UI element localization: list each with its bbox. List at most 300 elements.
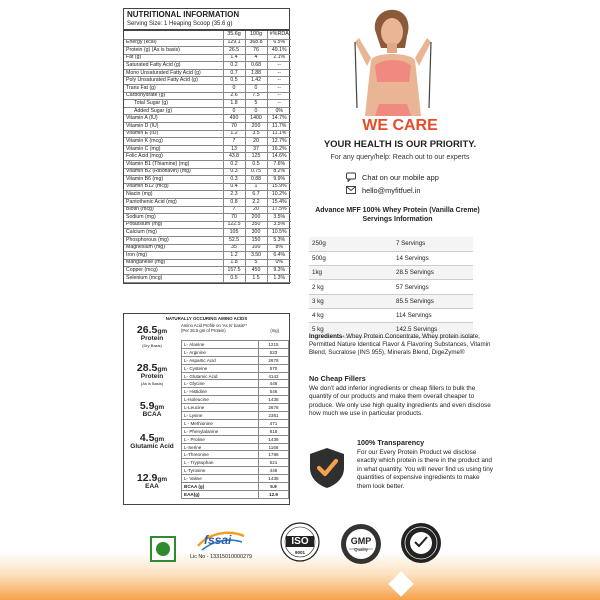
nutrition-value: 10.5% [267, 229, 291, 237]
nutrition-value: 7 [223, 138, 245, 146]
nutrition-value: 20 [245, 206, 267, 214]
amino-value: 2678 [259, 356, 289, 364]
transparency-title: 100% Transparency [357, 438, 425, 447]
nutrition-label: Copper (mcg) [124, 267, 223, 275]
amino-value: 1438 [259, 475, 289, 483]
amino-total-name: EAA(g) [182, 490, 259, 498]
nutrition-value: 6.4% [267, 252, 291, 260]
highlight-number: 4.5 [139, 432, 155, 444]
nutrition-value: 7 [223, 206, 245, 214]
nutrition-value: 0.68 [245, 62, 267, 70]
amino-highlight [126, 400, 178, 419]
amino-value: 1438 [259, 396, 289, 404]
ingredients-text: Whey Protein Concentrate, Whey protein isolate, Permitted Nature Identical Flavor & Flavoring Substances, Vitamin Blend, Sucralose (INS 955), Minerals Blend, DigeZyme® [309, 333, 491, 357]
amino-total-row [182, 490, 289, 498]
servings-count: 142.5 Servings [393, 323, 473, 337]
nutrition-label: Magnesium (mg) [124, 244, 223, 252]
nutrition-value: 3.5% [267, 221, 291, 229]
highlight-label: Protein [140, 335, 164, 342]
servings-title-line1: Advance MFF 100% Whey Protein (Vanilla Creme) [315, 207, 480, 214]
nutrition-value: 1.5 [245, 274, 267, 282]
amino-name: L- Aspartic Acid [182, 356, 259, 364]
nutrition-value: 300 [245, 229, 267, 237]
amino-name: L-Serine [182, 443, 259, 451]
nutrition-value: -- [267, 62, 291, 70]
fssai-logo [196, 528, 256, 557]
nutrition-value: 6.7 [245, 191, 267, 199]
nutrition-value: 2.2 [245, 198, 267, 206]
amino-table [181, 340, 289, 499]
amino-name: L-Isoleucine [182, 396, 259, 404]
nutrition-value: 70 [223, 214, 245, 222]
highlight-label: Glutamic Acid [130, 443, 174, 450]
nutrition-label: Protein (g) (As is basis) [124, 47, 223, 55]
nutrition-value: 1.42 [245, 77, 267, 85]
nutrition-value: 35 [223, 244, 245, 252]
nutrition-header-cell: 35.6g [223, 31, 245, 39]
athlete-image [345, 8, 440, 116]
nutrition-label: Vitamin D (IU) [124, 123, 223, 131]
nutrition-value: 1.2 [223, 252, 245, 260]
nutrition-row [124, 206, 291, 214]
nutrition-row [124, 168, 291, 176]
nutrition-label: Manganese (mg) [124, 259, 223, 267]
nutrition-value: 0.4 [223, 183, 245, 191]
amino-row [182, 356, 289, 364]
nutrition-value: -- [267, 92, 291, 100]
no-fillers-title: No Cheap Fillers [309, 374, 366, 383]
amino-row [182, 372, 289, 380]
nutrition-table [124, 31, 291, 283]
nutrition-value: 52.5 [223, 236, 245, 244]
gmp-text: GMP [350, 536, 372, 546]
amino-profile-line1: Amino Acid Profile on 'As Is' basis** [181, 323, 248, 328]
amino-profile-note [181, 324, 289, 333]
nutrition-label: Pantothenic Acid (mg) [124, 198, 223, 206]
amino-value: 1438 [259, 435, 289, 443]
amino-name: L-Tyrosine [182, 467, 259, 475]
nutrition-row [124, 54, 291, 62]
nutrition-row [124, 145, 291, 153]
amino-value: 818 [259, 427, 289, 435]
chat-icon [346, 172, 356, 182]
nutrition-header-cell: #%RDA [267, 31, 291, 39]
ingredients-label: Ingredients- [309, 333, 345, 340]
nutrition-label: Poly Unsaturated Fatty Acid (g) [124, 77, 223, 85]
nutrition-label: Calcium (mg) [124, 229, 223, 237]
nutrition-value: 0.5 [245, 161, 267, 169]
nutrition-value: 1.4 [223, 54, 245, 62]
nutrition-row [124, 100, 291, 108]
amino-total-value: 12.9 [259, 490, 289, 498]
amino-value: 2381 [259, 412, 289, 420]
nutrition-value: 368.8 [245, 39, 267, 47]
amino-value: 446 [259, 380, 289, 388]
ingredients [309, 333, 495, 358]
iso-year: 9001 [294, 550, 305, 555]
pack-size: 4 kg [309, 308, 393, 322]
nutrition-value: 43.8 [223, 153, 245, 161]
servings-title [305, 207, 490, 225]
we-care-heading: WE CARE [362, 117, 438, 134]
amino-unit: (mg) [270, 327, 279, 333]
nutrition-value: 150 [245, 236, 267, 244]
nutrition-value: 490 [223, 115, 245, 123]
amino-name: L- Phenylalanine [182, 427, 259, 435]
nutrition-row [124, 77, 291, 85]
nutrition-value: 1.3% [267, 274, 291, 282]
nutrition-value: 1.8 [223, 259, 245, 267]
nutrition-value: 0.2 [223, 161, 245, 169]
nutrition-value: 122.5 [223, 221, 245, 229]
amino-row [182, 396, 289, 404]
nutrition-value: 0.5 [223, 77, 245, 85]
highlight-unit: gm [157, 476, 168, 483]
pack-size: 2 kg [309, 280, 393, 294]
nutrition-value: 0.5 [223, 274, 245, 282]
nutrition-label: Energy (kcal) [124, 39, 223, 47]
nutrition-value: 15.4% [267, 198, 291, 206]
nutrition-value: 1400 [245, 115, 267, 123]
nutrition-value: 16.2% [267, 145, 291, 153]
nutrition-label: Niacin (mg) [124, 191, 223, 199]
gmp-sub: Quality [353, 547, 368, 552]
amino-name: L- Glutamic Acid [182, 372, 259, 380]
amino-row [182, 419, 289, 427]
nutrition-value: -- [267, 85, 291, 93]
servings-count: 114 Servings [393, 308, 473, 322]
nutrition-row [124, 259, 291, 267]
nutrition-row [124, 267, 291, 275]
nutrition-header-cell: 100g [245, 31, 267, 39]
nutrition-value: 3.5% [267, 214, 291, 222]
nutrition-label: Selenium (mcg) [124, 274, 223, 282]
servings-count: 57 Servings [393, 280, 473, 294]
nutrition-value: 13 [223, 145, 245, 153]
nutrition-value: 0 [223, 107, 245, 115]
nutrition-label: Added Sugar (g) [124, 107, 223, 115]
amino-name: L- Histidine [182, 388, 259, 396]
nutrition-row [124, 221, 291, 229]
amino-value: 446 [259, 467, 289, 475]
nutrition-row [124, 107, 291, 115]
nutrition-value: 0.2 [223, 62, 245, 70]
amino-heading: NATURALLY OCCURING AMINO ACIDS [165, 316, 248, 321]
nutrition-value: 0.75 [245, 168, 267, 176]
nutrition-value: 0 [223, 85, 245, 93]
nutrition-label: Biotin (mcg) [124, 206, 223, 214]
amino-row [182, 427, 289, 435]
amino-row [182, 388, 289, 396]
amino-row [182, 341, 289, 349]
nutrition-value: 11.7% [267, 123, 291, 131]
transparency-text: For our Every Protein Product we disclose exactly which protein is there in the product and in what quantity. You will never find us using tiny quantities of expensive ingredients to make them look better. [357, 449, 493, 490]
nutrition-row [124, 244, 291, 252]
highlight-label: BCAA [142, 411, 162, 418]
nutrition-value: 0 [245, 107, 267, 115]
servings-row [309, 251, 473, 265]
amino-row [182, 348, 289, 356]
nutrition-value: 0.3 [223, 168, 245, 176]
nutrition-label: Saturated Fatty Acid (g) [124, 62, 223, 70]
amino-profile-line2: (Per 26.5 gm of Protein) [181, 327, 226, 333]
amino-value: 521 [259, 459, 289, 467]
servings-table [309, 237, 473, 338]
nutrition-value: 12.7% [267, 138, 291, 146]
amino-name: L-Leucine [182, 404, 259, 412]
nutrition-row [124, 85, 291, 93]
nutrition-value: 129.1 [223, 39, 245, 47]
nutrition-row [124, 236, 291, 244]
amino-value: 570 [259, 364, 289, 372]
nutrition-row [124, 115, 291, 123]
nutrition-value: 10.2% [267, 191, 291, 199]
amino-highlight [126, 432, 178, 451]
amino-value: 1786 [259, 451, 289, 459]
nutrition-row [124, 47, 291, 55]
nutrition-value: 5.3% [267, 236, 291, 244]
nutrition-row [124, 39, 291, 47]
nutrition-value: 6.5% [267, 39, 291, 47]
amino-row [182, 467, 289, 475]
nutrition-label: Iron (mg) [124, 252, 223, 260]
nutrition-value: 450 [245, 267, 267, 275]
highlight-unit: gm [157, 328, 168, 335]
amino-name: L- Valine [182, 475, 259, 483]
nutrition-row [124, 198, 291, 206]
amino-value: 546 [259, 388, 289, 396]
amino-value: 1215 [259, 341, 289, 349]
nutrition-header-cell [124, 31, 223, 39]
highlight-number: 26.5 [136, 324, 158, 336]
nutrition-label: Potassium (mg) [124, 221, 223, 229]
nutrition-panel [123, 8, 290, 284]
nutrition-value: -- [267, 69, 291, 77]
gmp-logo [340, 523, 382, 565]
query-text: For any query/help: Reach out to our experts [330, 154, 470, 161]
nutrition-value: 350 [245, 221, 267, 229]
nutrition-label: Folic Acid (mcg) [124, 153, 223, 161]
nutrition-row [124, 176, 291, 184]
servings-row [309, 294, 473, 308]
nutrition-label: Vitamin E (IU) [124, 130, 223, 138]
nutrition-label: Vitamin B12 (mcg) [124, 183, 223, 191]
highlight-number: 12.9 [136, 472, 158, 484]
nutrition-value: 1.88 [245, 69, 267, 77]
nutrition-value: 8% [267, 244, 291, 252]
nutrition-value: 70 [223, 123, 245, 131]
nutrition-value: 2.1% [267, 54, 291, 62]
license-number: Lic No - 13315010000279 [190, 554, 253, 560]
chat-label: Chat on our mobile app [362, 172, 439, 182]
amino-highlight [126, 362, 178, 386]
nutrition-value: 100 [245, 244, 267, 252]
highlight-label: EAA [145, 483, 159, 490]
nutrition-row [124, 92, 291, 100]
nutrition-row [124, 229, 291, 237]
amino-name: L - Proline [182, 435, 259, 443]
nutrition-row [124, 183, 291, 191]
amino-value: 1166 [259, 443, 289, 451]
iso-text: ISO [291, 536, 309, 547]
nutrition-label: Sodium (mg) [124, 214, 223, 222]
chat-contact[interactable] [346, 172, 439, 182]
nutrition-value: 1.8 [223, 100, 245, 108]
nutrition-value: 0.7 [223, 69, 245, 77]
amino-total-value: 5.9 [259, 483, 289, 491]
amino-row [182, 475, 289, 483]
nutrition-row [124, 252, 291, 260]
servings-count: 14 Servings [393, 251, 473, 265]
servings-row [309, 237, 473, 251]
amino-value: 523 [259, 348, 289, 356]
amino-name: L- Alanine [182, 341, 259, 349]
nutrition-row [124, 62, 291, 70]
nutrition-label: Total Sugar (g) [124, 100, 223, 108]
nutrition-label: Phosphorous (mg) [124, 236, 223, 244]
servings-title-line2: Servings Information [362, 215, 433, 223]
email-label: hello@myfitfuel.in [362, 185, 421, 195]
shield-check-icon [307, 446, 347, 490]
email-contact[interactable] [346, 185, 420, 195]
nutrition-row [124, 161, 291, 169]
amino-total-row [182, 483, 289, 491]
nutrition-value: 0.8 [223, 198, 245, 206]
nutrition-value: 20 [245, 138, 267, 146]
nutrition-title: NUTRITIONAL INFORMATION [127, 10, 240, 19]
servings-count: 85.5 Servings [393, 294, 473, 308]
highlight-sub: (Dry Basis) [142, 342, 162, 348]
nutrition-value: 0 [245, 85, 267, 93]
nutrition-value: 0% [267, 107, 291, 115]
nutrition-value: 3.5 [245, 130, 267, 138]
nutrition-value: 0.88 [245, 176, 267, 184]
amino-row [182, 435, 289, 443]
nutrition-row [124, 274, 291, 282]
amino-total-name: BCAA (g) [182, 483, 259, 491]
amino-row [182, 443, 289, 451]
highlight-number: 28.5 [136, 362, 158, 374]
nutrition-label: Vitamin K (mcg) [124, 138, 223, 146]
highlight-unit: gm [154, 404, 165, 411]
nutrition-value: 26.5 [223, 47, 245, 55]
nutrition-value: 9.9% [267, 176, 291, 184]
amino-row [182, 380, 289, 388]
nutrition-value: 0% [267, 259, 291, 267]
amino-name: L- Lysine [182, 412, 259, 420]
highlight-unit: gm [154, 436, 165, 443]
nutrition-label: Vitamin B1 (Thiamine) (mg) [124, 161, 223, 169]
nutrition-label: Vitamin A (IU) [124, 115, 223, 123]
nutrition-value: 76 [245, 47, 267, 55]
highlight-sub: (As is Basis) [140, 380, 164, 386]
nutrition-value: 200 [245, 123, 267, 131]
nutrition-label: Vitamin B6 (mg) [124, 176, 223, 184]
nutrition-value: 1 [245, 183, 267, 191]
nutrition-value: 3.50 [245, 252, 267, 260]
amino-row [182, 451, 289, 459]
serving-size: Serving Size: 1 Heaping Scoop (35.6 g) [124, 20, 289, 31]
amino-name: L- Glycine [182, 380, 259, 388]
amino-name: L-Threonine [182, 451, 259, 459]
highlight-label: Protein [140, 373, 164, 380]
servings-row [309, 266, 473, 280]
nutrition-value: 14.7% [267, 115, 291, 123]
amino-row [182, 412, 289, 420]
iso-logo [280, 522, 320, 562]
nutrition-row [124, 138, 291, 146]
nutrition-row [124, 153, 291, 161]
amino-row [182, 404, 289, 412]
pack-size: 5 kg [309, 323, 393, 337]
nutrition-value: 14.6% [267, 153, 291, 161]
nutrition-label: Vitamin B2 (Riboflavin) (mg) [124, 168, 223, 176]
amino-acid-panel [123, 313, 290, 505]
nutrition-header-row [124, 31, 291, 39]
nutrition-value: 37 [245, 145, 267, 153]
amino-name: L - Tryptophan [182, 459, 259, 467]
amino-row [182, 459, 289, 467]
pack-size: 250g [309, 237, 393, 251]
nutrition-label: Fat (g) [124, 54, 223, 62]
servings-count: 7 Servings [393, 237, 473, 251]
amino-name: L - Methionine [182, 419, 259, 427]
mail-icon [346, 185, 356, 195]
amino-value: 471 [259, 419, 289, 427]
nutrition-value: 125 [245, 153, 267, 161]
nutrition-value: 4 [245, 54, 267, 62]
nutrition-value: 49.1% [267, 47, 291, 55]
nutrition-value: 7.5 [245, 92, 267, 100]
nutrition-label: Carbohydrate (g) [124, 92, 223, 100]
nutrition-row [124, 214, 291, 222]
nutrition-value: 200 [245, 214, 267, 222]
amino-name: L- Cysteine [182, 364, 259, 372]
servings-row [309, 308, 473, 322]
nutrition-value: 15.9% [267, 183, 291, 191]
highlight-unit: gm [157, 366, 168, 373]
nutrition-value: 0.3 [223, 176, 245, 184]
amino-value: 4142 [259, 372, 289, 380]
nutrition-value: 9.3% [267, 267, 291, 275]
amino-highlight [126, 324, 178, 348]
nutrition-value: 157.5 [223, 267, 245, 275]
pack-size: 3 kg [309, 294, 393, 308]
nutrition-value: -- [267, 100, 291, 108]
nutrition-value: 2.3 [223, 191, 245, 199]
nutrition-value: 17.5% [267, 206, 291, 214]
nutrition-row [124, 123, 291, 131]
nutrition-value: 8.2% [267, 168, 291, 176]
servings-count: 28.5 Servings [393, 266, 473, 280]
highlight-number: 5.9 [139, 400, 155, 412]
no-fillers-text: We don't add inferior ingredients or cheap fillers to bulk the quantity of our products and make them overall cheaper to produce. We only use high quality ingredients and even disclose how much we use in particular products. [309, 385, 491, 418]
nutrition-value: 7.6% [267, 161, 291, 169]
nutrition-row [124, 191, 291, 199]
fssai-text: fssai [204, 533, 232, 547]
nutrition-label: Mono Unsaturated Fatty Acid (g) [124, 69, 223, 77]
nutrition-value: 5 [245, 259, 267, 267]
nutrition-value: -- [267, 77, 291, 85]
amino-highlight [126, 472, 178, 491]
servings-row [309, 280, 473, 294]
amino-row [182, 364, 289, 372]
priority-heading: YOUR HEALTH IS OUR PRIORITY. [323, 139, 477, 150]
amino-name: L- Arginine [182, 348, 259, 356]
amino-value: 2678 [259, 404, 289, 412]
nutrition-row [124, 130, 291, 138]
nutrition-value: 105 [223, 229, 245, 237]
